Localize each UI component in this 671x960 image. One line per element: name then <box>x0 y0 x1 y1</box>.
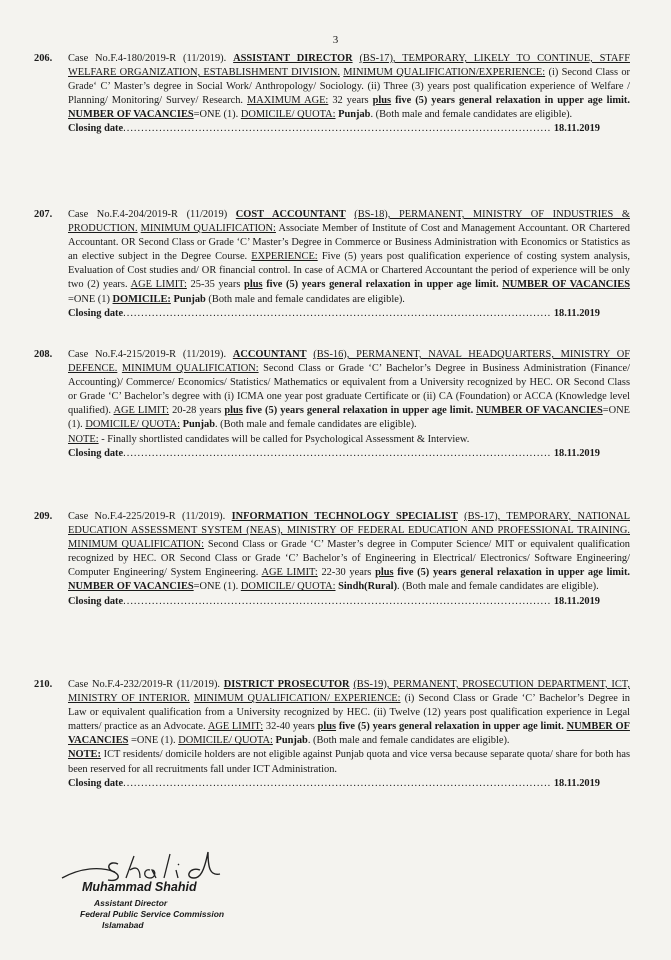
closing-label: Closing date <box>68 595 124 607</box>
grade-department: (BS-18), PERMANENT, MINISTRY OF INDUSTRIES & PRODUCTION. <box>68 209 630 235</box>
closing-date: 18.11.2019 <box>553 595 600 607</box>
age-text: 32 years <box>332 95 369 107</box>
closing-label: Closing date <box>68 777 124 789</box>
vacancies-label: NUMBER OF VACANCIES <box>68 581 194 593</box>
qualification-label: MINIMUM QUALIFICATION: <box>121 363 259 375</box>
domicile-label: DOMICILE: <box>112 293 171 305</box>
qualification-text: Second Class or Grade ‘C’ Master’s degree in Computer Science/ MIT or equivalent qualification recognized by HEC. OR Second Class or Grade ‘C’ Bachelor’s of Engineering in Electrical/ Electronics/ Software Engineering/ Computer Engineering/ System Engineering. <box>68 539 630 579</box>
grade-department: (BS-17), TEMPORARY, LIKELY TO CONTINUE, STAFF WELFARE ORGANIZATION, ESTABLISHMENT DIVISION. <box>68 53 630 79</box>
post-title: INFORMATION TECHNOLOGY SPECIALIST <box>231 511 458 522</box>
note-text: - Finally shortlisted candidates will be called for Psychological Assessment & Interview. <box>101 433 470 445</box>
signer-organization: Federal Public Service Commission <box>80 909 225 919</box>
entry-tail: . (Both male and female candidates are eligible). <box>307 735 510 747</box>
entry-body <box>68 678 630 777</box>
qualification-text: (i) Second Class or Grade ‘C’ Bachelor’s Degree in Law or equivalent qualification from a University recognized by HEC. (ii) Twelve (12) years post qualification experience in Legal matters/ practice as an Advocate. <box>68 693 630 733</box>
relaxation-text: five (5) years general relaxation in upper age limit. <box>245 405 474 417</box>
experience-label: EXPERIENCE: <box>251 251 318 263</box>
entry-body <box>68 510 630 595</box>
signer-designation: Assistant Director <box>94 898 168 908</box>
qualification-label: MINIMUM QUALIFICATION: <box>140 223 276 235</box>
age-label: AGE LIMIT: <box>130 279 187 291</box>
job-entry-210 <box>34 678 630 791</box>
closing-date: 18.11.2019 <box>553 447 600 459</box>
case-number: Case No.F.4-225/2019-R (11/2019). <box>68 511 226 522</box>
domicile-value: Sindh(Rural) <box>338 581 398 593</box>
note-line <box>68 748 630 776</box>
age-text: 20-28 years <box>172 405 222 417</box>
plus-word: plus <box>244 279 263 291</box>
entry-tail: (Both male and female candidates are eligible). <box>208 293 405 305</box>
domicile-value: Punjab <box>275 735 308 747</box>
job-entry-207 <box>34 208 630 321</box>
grade-department: (BS-17), TEMPORARY, NATIONAL EDUCATION ASSESSMENT SYSTEM (NEAS), MINISTRY OF FEDERAL EDUCATION AND PROFESSIONAL TRAINING. <box>68 511 630 537</box>
plus-word: plus <box>372 95 392 107</box>
job-entry-208 <box>34 348 630 461</box>
closing-label: Closing date <box>68 307 124 319</box>
plus-word: plus <box>224 405 243 417</box>
vacancies-label: NUMBER OF VACANCIES <box>502 279 631 291</box>
closing-date: 18.11.2019 <box>553 307 600 319</box>
grade-department: (BS-16), PERMANENT, NAVAL HEADQUARTERS, MINISTRY OF DEFENCE. <box>68 349 630 375</box>
age-text: 25-35 years <box>190 279 241 291</box>
entry-tail: . (Both male and female candidates are eligible). <box>214 419 417 431</box>
page-number: 3 <box>332 34 339 46</box>
grade-department: (BS-19), PERMANENT, PROSECUTION DEPARTMENT, ICT, MINISTRY OF INTERIOR. <box>68 679 630 705</box>
domicile-label: DOMICILE/ QUOTA: <box>240 109 336 121</box>
plus-word: plus <box>375 567 394 579</box>
closing-date-line <box>68 122 630 136</box>
entry-body <box>68 208 630 307</box>
note-text: ICT residents/ domicile holders are not eligible against Punjab quota and vice versa because separate quota/ share for both has been reserved for all recruitments fall under ICT Administration. <box>68 749 631 775</box>
vacancies-label: NUMBER OF VACANCIES <box>68 721 630 747</box>
relaxation-text: five (5) years general relaxation in upper age limit. <box>397 567 631 579</box>
closing-date-line <box>68 777 630 791</box>
signature-block <box>60 848 300 930</box>
closing-date-line <box>68 307 630 321</box>
entry-tail: . (Both male and female candidates are eligible). <box>397 581 599 593</box>
case-number: Case No.F.4-180/2019-R (11/2019). <box>68 53 227 64</box>
qualification-text: Associate Member of Institute of Cost and Management Accountant. OR Chartered Accountant. OR Second Class or Grade ‘C’ Master’s Degree in Commerce or Business Administration with Economics or Statistics as an elective subject in the Degree Course. <box>68 223 630 263</box>
domicile-value: Punjab <box>338 109 371 121</box>
age-text: 22-30 years <box>321 567 372 579</box>
closing-date-line <box>68 447 630 461</box>
dot-leader <box>123 777 550 791</box>
signer-city: Islamabad <box>102 920 144 930</box>
entry-body <box>68 52 630 122</box>
vacancies-text: =ONE (1). <box>131 735 176 747</box>
case-number: Case No.F.4-204/2019-R (11/2019) <box>68 209 228 220</box>
vacancies-text: =ONE (1). <box>68 405 630 431</box>
closing-label: Closing date <box>68 447 124 459</box>
case-number: Case No.F.4-215/2019-R (11/2019). <box>68 349 227 360</box>
relaxation-text: five (5) years general relaxation in upper age limit. <box>338 721 564 733</box>
qualification-text: Second Class or Grade ‘C’ Bachelor’s Degree in Business Administration (Finance/ Accounting)/ Commerce/ Economics/ Statistics/ Mathematics or equivalent from a University recognized by HEC. OR Second Class or Grade ‘C’ Bachelor’s degree with (i) ICMA one year post graduate Certificate or (ii) CA (Foundation) or ACCA (Knowledge level qualified). <box>68 363 630 417</box>
note-label: NOTE: <box>68 433 99 445</box>
post-title: COST ACCOUNTANT <box>235 209 346 220</box>
note-label: NOTE: <box>68 749 101 761</box>
post-title: ACCOUNTANT <box>232 349 307 360</box>
entry-number: 209. <box>34 511 53 522</box>
entry-number: 206. <box>34 53 53 64</box>
age-text: 32-40 years <box>265 721 315 733</box>
closing-date: 18.11.2019 <box>553 123 600 135</box>
plus-word: plus <box>317 721 337 733</box>
age-label: AGE LIMIT: <box>261 567 318 579</box>
entry-number: 210. <box>34 679 53 690</box>
dot-leader <box>123 447 550 461</box>
qualification-label: MINIMUM QUALIFICATION: <box>68 539 205 551</box>
job-entry-209 <box>34 510 630 609</box>
vacancies-label: NUMBER OF VACANCIES <box>476 405 603 417</box>
qualification-text: (i) Second Class or Grade‘ C’ Master’s degree in Social Work/ Anthropology/ Sociology. (ii) Three (3) years post qualification experience of Welfare / Planning/ Monitoring/ Survey/ Research. <box>68 67 630 107</box>
dot-leader <box>123 595 550 609</box>
domicile-value: Punjab <box>182 419 215 431</box>
note-line <box>68 433 630 447</box>
qualification-label: MINIMUM QUALIFICATION/ EXPERIENCE: <box>193 693 401 705</box>
closing-date: 18.11.2019 <box>553 777 600 789</box>
closing-label: Closing date <box>68 123 124 135</box>
domicile-value: Punjab <box>173 293 206 305</box>
domicile-label: DOMICILE/ QUOTA: <box>178 735 273 747</box>
dot-leader <box>123 122 550 136</box>
entry-number: 207. <box>34 209 53 220</box>
entry-body <box>68 348 630 447</box>
entry-number: 208. <box>34 349 53 360</box>
age-label: MAXIMUM AGE: <box>246 95 329 107</box>
closing-date-line <box>68 595 630 609</box>
domicile-label: DOMICILE/ QUOTA: <box>240 581 336 593</box>
age-label: AGE LIMIT: <box>113 405 170 417</box>
vacancies-label: NUMBER OF VACANCIES <box>68 109 194 121</box>
experience-text: Five (5) years post qualification experience of costing system analysis, Evaluation of Cost studies and/ OR financial control. In case of ACMA or Chartered Accountant the period of experience will be only two (2) years. <box>68 251 630 291</box>
vacancies-text: =ONE (1) <box>68 293 110 305</box>
post-title: DISTRICT PROSECUTOR <box>223 679 350 690</box>
qualification-label: MINIMUM QUALIFICATION/EXPERIENCE: <box>343 67 546 79</box>
entry-tail: . (Both male and female candidates are eligible). <box>370 109 573 121</box>
relaxation-text: five (5) years general relaxation in upper age limit. <box>266 279 499 291</box>
domicile-label: DOMICILE/ QUOTA: <box>85 419 181 431</box>
post-title: ASSISTANT DIRECTOR <box>233 53 353 64</box>
vacancies-text: =ONE (1). <box>193 581 239 593</box>
dot-leader <box>123 307 550 321</box>
job-entry-206 <box>34 52 630 137</box>
vacancies-text: =ONE (1). <box>193 109 239 121</box>
age-label: AGE LIMIT: <box>207 721 264 733</box>
relaxation-text: five (5) years general relaxation in upper age limit. <box>395 95 630 107</box>
signer-name: Muhammad Shahid <box>82 880 197 894</box>
case-number: Case No.F.4-232/2019-R (11/2019). <box>68 679 221 690</box>
